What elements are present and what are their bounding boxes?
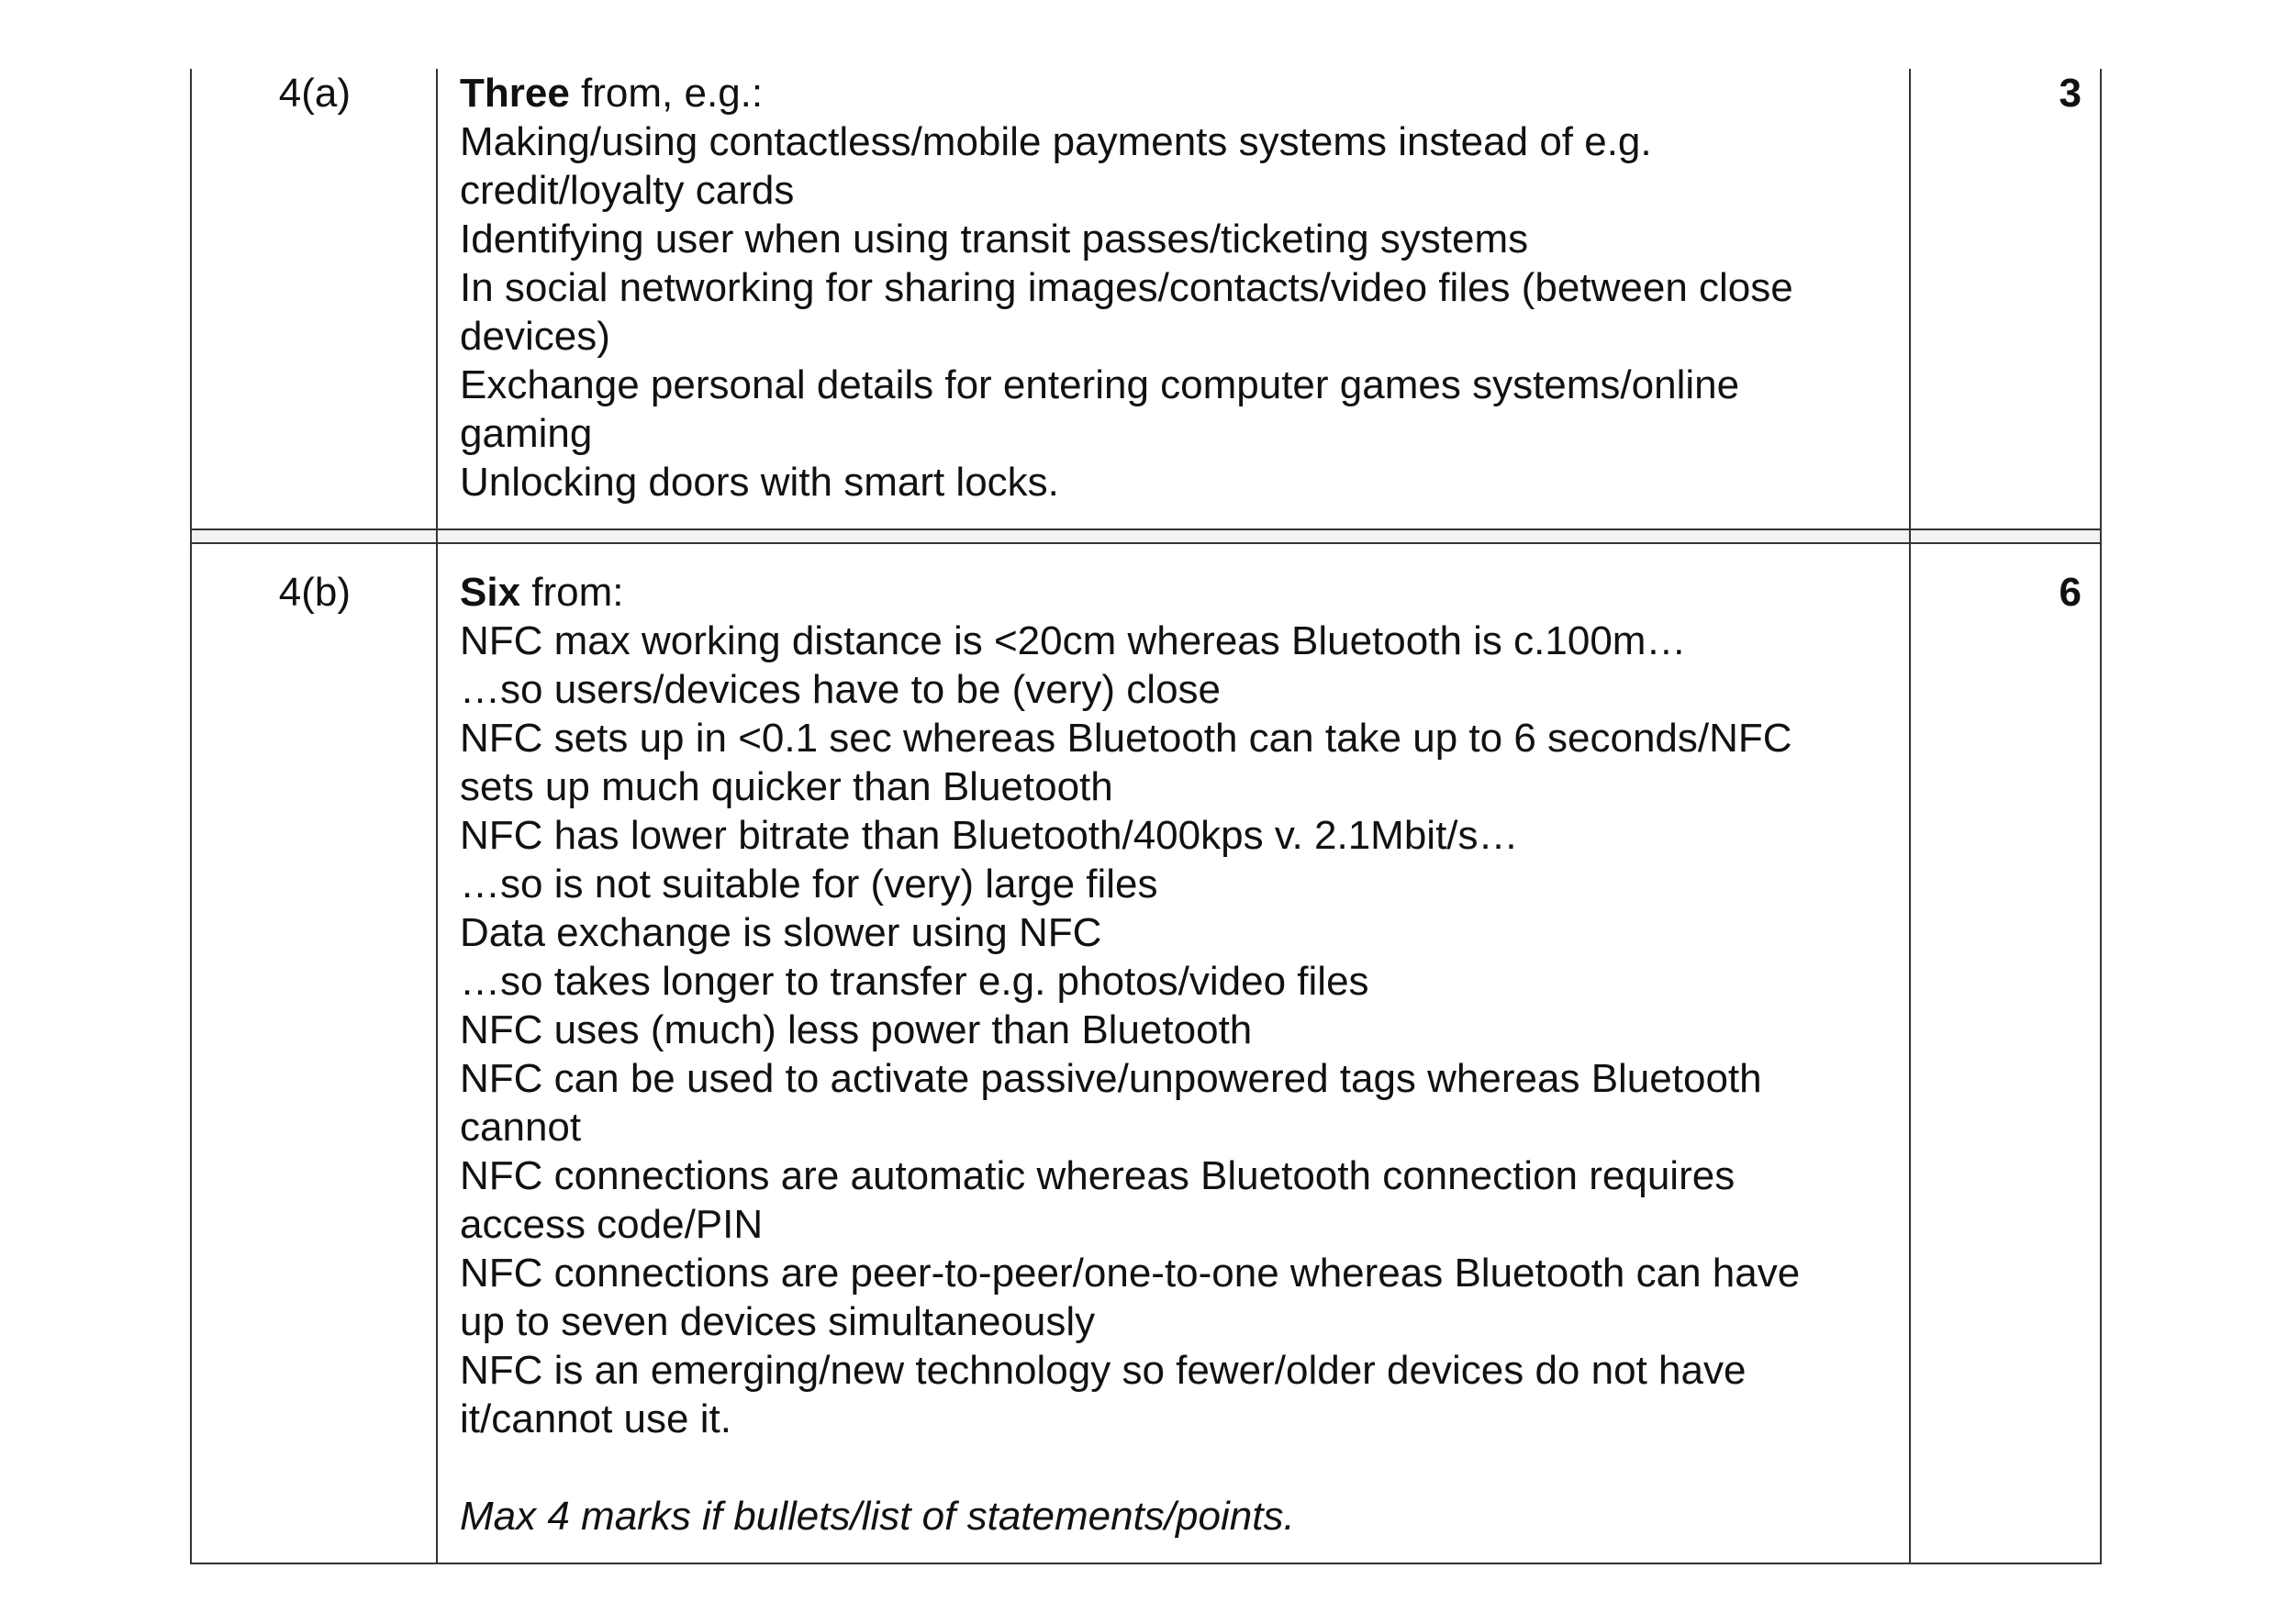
answer-line: In social networking for sharing images/contacts/video files (between close (460, 265, 1793, 310)
column-divider-marks (1909, 69, 1911, 1564)
heading-text: from, e.g.: (569, 71, 764, 116)
answer-line: access code/PIN (460, 1202, 764, 1247)
answer-line: Making/using contactless/mobile payments systems instead of e.g. (460, 119, 1652, 164)
question-number: 4(b) (278, 570, 351, 615)
answer-cell (460, 568, 1892, 1541)
answer-line: …so is not suitable for (very) large files (460, 862, 1158, 907)
answer-line: …so users/devices have to be (very) close (460, 667, 1222, 712)
marks-value: 3 (2059, 71, 2082, 116)
answer-line: it/cannot use it. (460, 1396, 731, 1441)
blank-line (460, 1443, 1892, 1492)
heading-count: Six (460, 570, 521, 615)
answer-line: NFC max working distance is <20cm whereas Bluetooth is c.100m… (460, 618, 1687, 663)
answer-heading (460, 69, 1892, 117)
answer-line: Exchange personal details for entering computer games systems/online (460, 362, 1740, 407)
row-separator-top-line (190, 528, 2102, 530)
question-number: 4(a) (278, 71, 351, 116)
marks-value: 6 (2059, 570, 2082, 615)
table-border-left (190, 69, 192, 1564)
answer-line: NFC sets up in <0.1 sec whereas Bluetooth can take up to 6 seconds/NFC (460, 716, 1792, 761)
answer-line: NFC connections are peer-to-peer/one-to-one whereas Bluetooth can have (460, 1251, 1801, 1296)
answer-line: NFC connections are automatic whereas Bluetooth connection requires (460, 1153, 1736, 1198)
answer-line: Unlocking doors with smart locks. (460, 460, 1059, 505)
answer-line: sets up much quicker than Bluetooth (460, 764, 1113, 809)
answer-line: Identifying user when using transit passes/ticketing systems (460, 217, 1529, 261)
marking-note: Max 4 marks if bullets/list of statements/points. (460, 1494, 1295, 1539)
answer-line: up to seven devices simultaneously (460, 1299, 1096, 1344)
answer-line: devices) (460, 314, 610, 359)
row-separator-bottom-line (190, 542, 2102, 544)
answer-line: NFC can be used to activate passive/unpowered tags whereas Bluetooth (460, 1056, 1762, 1101)
answer-line: …so takes longer to transfer e.g. photos/video files (460, 959, 1369, 1004)
heading-text: from: (520, 570, 624, 615)
answer-line: credit/loyalty cards (460, 168, 795, 213)
heading-count: Three (460, 71, 570, 116)
answer-heading (460, 568, 1892, 617)
table-border-right (2100, 69, 2102, 1564)
answer-line: NFC has lower bitrate than Bluetooth/400kps v. 2.1Mbit/s… (460, 813, 1519, 858)
answer-line: NFC is an emerging/new technology so fewer/older devices do not have (460, 1348, 1747, 1393)
answer-cell (460, 69, 1892, 506)
row-separator (191, 529, 2102, 543)
table-border-bottom (190, 1563, 2102, 1564)
column-divider-question (436, 69, 438, 1564)
answer-line: Data exchange is slower using NFC (460, 910, 1102, 955)
answer-line: cannot (460, 1105, 582, 1150)
answer-line: gaming (460, 411, 593, 456)
answer-line: NFC uses (much) less power than Bluetooth (460, 1007, 1253, 1052)
